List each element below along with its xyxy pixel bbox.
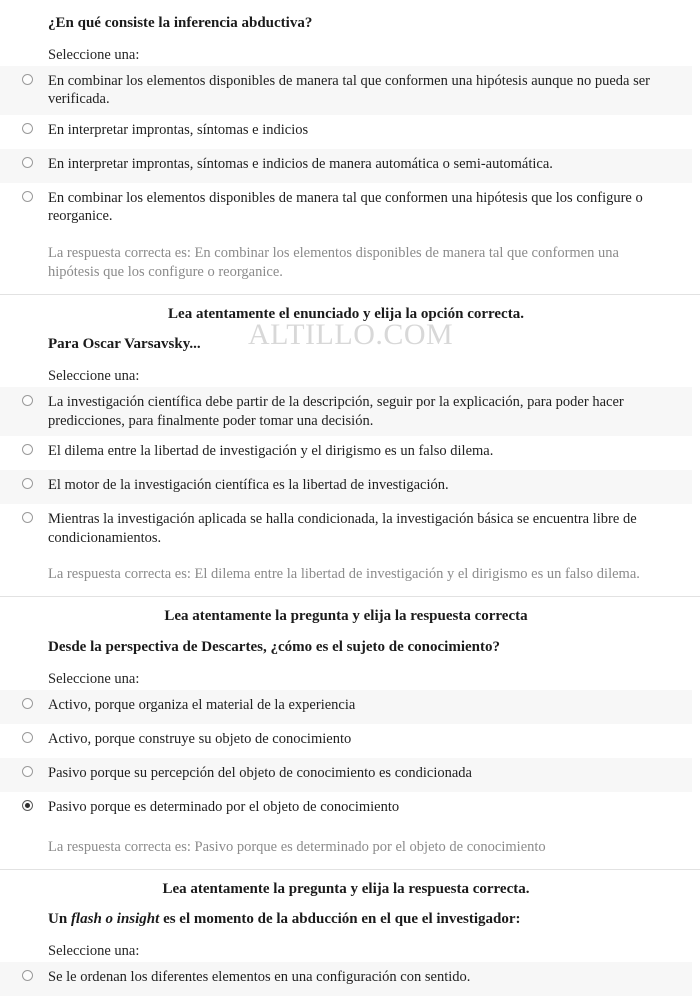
question-stem-part-2: es el momento de la abducción en el que el investigador: bbox=[159, 911, 520, 927]
option-row[interactable] bbox=[0, 436, 692, 470]
question-stem-part-1: Un bbox=[48, 911, 71, 927]
radio-icon[interactable] bbox=[22, 478, 33, 489]
option-label: En combinar los elementos disponibles de manera tal que conformen una hipótesis que los configure o reorganice. bbox=[48, 190, 643, 225]
select-one-label: Seleccione una: bbox=[48, 657, 692, 690]
option-label: Activo, porque organiza el material de la experiencia bbox=[48, 697, 355, 713]
option-row-selected[interactable] bbox=[0, 792, 692, 826]
correct-answer-feedback: La respuesta correcta es: Pasivo porque es determinado por el objeto de conocimiento bbox=[48, 826, 674, 869]
question-block bbox=[0, 0, 700, 294]
option-label: Mientras la investigación aplicada se halla condicionada, la investigación básica se encuentra libre de condicionamientos. bbox=[48, 511, 637, 546]
question-block bbox=[0, 597, 700, 868]
options-list bbox=[0, 962, 692, 996]
option-row[interactable] bbox=[0, 115, 692, 149]
question-title: Lea atentamente la pregunta y elija la respuesta correcta bbox=[0, 597, 692, 626]
option-row[interactable] bbox=[0, 470, 692, 504]
question-title: Lea atentamente el enunciado y elija la opción correcta. bbox=[0, 295, 692, 324]
option-row[interactable] bbox=[0, 149, 692, 183]
question-title: ¿En qué consiste la inferencia abductiva? bbox=[48, 0, 692, 33]
radio-icon[interactable] bbox=[22, 732, 33, 743]
option-row[interactable] bbox=[0, 758, 692, 792]
correct-answer-feedback: La respuesta correcta es: En combinar los elementos disponibles de manera tal que conformen una hipótesis que los configure o reorganice. bbox=[48, 232, 674, 294]
option-label: En combinar los elementos disponibles de manera tal que conformen una hipótesis aunque no pueda ser verificada. bbox=[48, 73, 650, 108]
question-block bbox=[0, 295, 700, 597]
radio-icon[interactable] bbox=[22, 157, 33, 168]
site-watermark: ALTILLO.COM bbox=[248, 318, 453, 352]
question-stem: Para Oscar Varsavsky... bbox=[48, 323, 692, 354]
correct-answer-feedback: La respuesta correcta es: El dilema entre la libertad de investigación y el dirigismo es un falso dilema. bbox=[48, 553, 674, 596]
select-one-label: Seleccione una: bbox=[48, 354, 692, 387]
option-label: El dilema entre la libertad de investigación y el dirigismo es un falso dilema. bbox=[48, 443, 493, 459]
option-label: En interpretar improntas, síntomas e indicios bbox=[48, 122, 308, 138]
option-row[interactable] bbox=[0, 504, 692, 553]
option-label: El motor de la investigación científica es la libertad de investigación. bbox=[48, 477, 449, 493]
option-label: Pasivo porque su percepción del objeto de conocimiento es condicionada bbox=[48, 765, 472, 781]
option-row[interactable] bbox=[0, 962, 692, 996]
select-one-label: Seleccione una: bbox=[48, 929, 692, 962]
options-list bbox=[0, 690, 692, 826]
radio-icon[interactable] bbox=[22, 766, 33, 777]
radio-icon[interactable] bbox=[22, 970, 33, 981]
option-row[interactable] bbox=[0, 66, 692, 115]
radio-icon[interactable] bbox=[22, 191, 33, 202]
radio-icon[interactable] bbox=[22, 395, 33, 406]
radio-icon[interactable] bbox=[22, 123, 33, 134]
radio-icon[interactable] bbox=[22, 444, 33, 455]
option-label: Activo, porque construye su objeto de conocimiento bbox=[48, 731, 351, 747]
select-one-label: Seleccione una: bbox=[48, 33, 692, 66]
radio-icon[interactable] bbox=[22, 512, 33, 523]
options-list bbox=[0, 66, 692, 232]
radio-icon[interactable] bbox=[22, 698, 33, 709]
option-label: La investigación científica debe partir de la descripción, seguir por la explicación, para poder hacer predicciones, para finalmente poder tomar una decisión. bbox=[48, 394, 624, 429]
options-list bbox=[0, 387, 692, 553]
question-block bbox=[0, 870, 700, 996]
option-row[interactable] bbox=[0, 387, 692, 436]
radio-icon-selected[interactable] bbox=[22, 800, 33, 811]
option-label: Pasivo porque es determinado por el objeto de conocimiento bbox=[48, 799, 399, 815]
option-label: Se le ordenan los diferentes elementos en una configuración con sentido. bbox=[48, 969, 470, 985]
question-stem: Desde la perspectiva de Descartes, ¿cómo es el sujeto de conocimiento? bbox=[48, 626, 692, 657]
option-label: En interpretar improntas, síntomas e indicios de manera automática o semi-automática. bbox=[48, 156, 553, 172]
option-row[interactable] bbox=[0, 690, 692, 724]
option-row[interactable] bbox=[0, 724, 692, 758]
question-title: Lea atentamente la pregunta y elija la respuesta correcta. bbox=[0, 870, 692, 899]
question-stem bbox=[48, 898, 692, 929]
option-row[interactable] bbox=[0, 183, 692, 232]
question-stem-emphasis: flash o insight bbox=[71, 911, 159, 927]
radio-icon[interactable] bbox=[22, 74, 33, 85]
